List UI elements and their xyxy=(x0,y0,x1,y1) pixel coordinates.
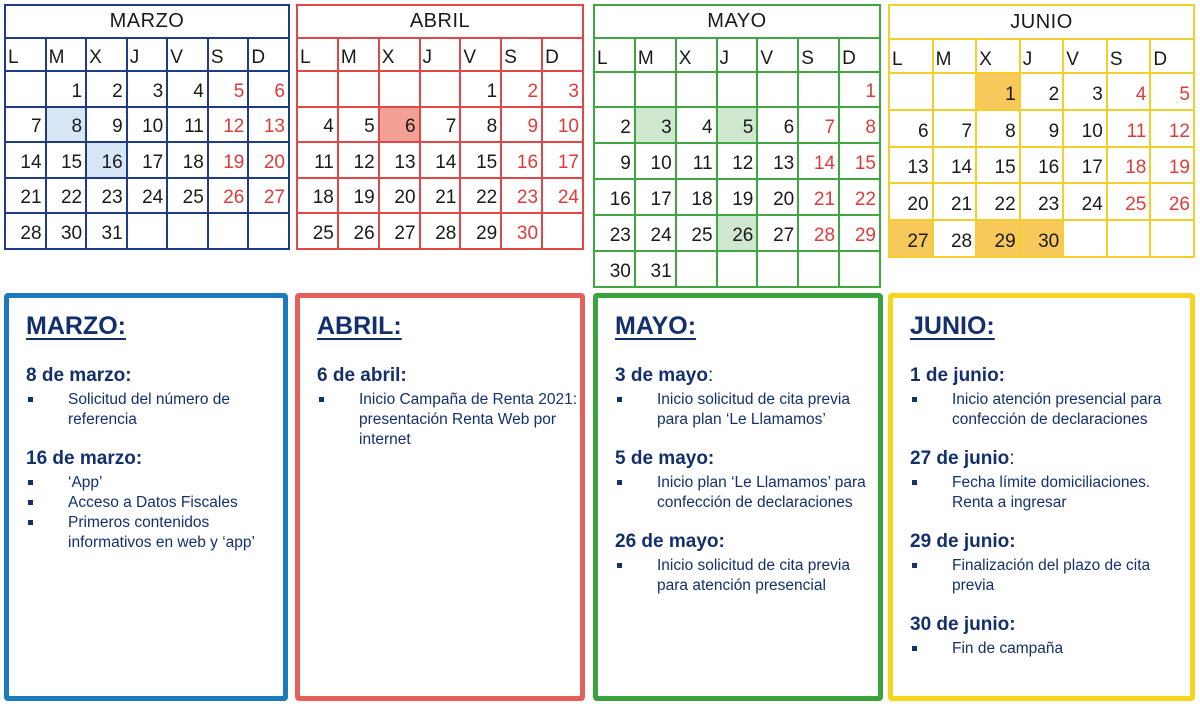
calendar-week xyxy=(5,178,289,214)
calendar-day: 18 xyxy=(676,179,717,215)
calendar-empty-cell xyxy=(757,251,798,287)
calendar-day: 12 xyxy=(717,143,758,179)
calendar-day: 25 xyxy=(297,213,338,249)
weekday-header: M xyxy=(635,38,676,71)
calendar-day: 13 xyxy=(379,142,420,178)
calendar-day: 9 xyxy=(1020,110,1064,147)
event-item: Acceso a Datos Fiscales xyxy=(26,493,283,513)
weekday-header: S xyxy=(501,38,542,71)
calendar-day: 20 xyxy=(889,183,933,220)
calendar-day: 29 xyxy=(839,215,880,251)
weekday-header: V xyxy=(460,38,501,71)
event-date xyxy=(910,614,1190,636)
panel-title: MAYO: xyxy=(615,312,697,340)
event-date-text: 6 de abril: xyxy=(317,365,407,386)
calendar-junio xyxy=(888,4,1195,258)
panel-title: JUNIO: xyxy=(910,312,995,340)
calendar-day: 6 xyxy=(889,110,933,147)
calendar-empty-cell xyxy=(717,72,758,108)
calendar-day: 27 xyxy=(248,178,289,214)
event-date-suffix: : xyxy=(707,365,714,386)
event-date xyxy=(615,448,878,470)
weekday-header: J xyxy=(1020,39,1064,73)
calendar-day: 28 xyxy=(5,213,46,249)
event-list xyxy=(910,556,1190,596)
calendar-empty-cell xyxy=(542,213,583,249)
event-date xyxy=(317,365,580,387)
calendar-day: 28 xyxy=(798,215,839,251)
calendar-week xyxy=(297,107,583,143)
calendar-day: 19 xyxy=(338,178,379,214)
calendar-day: 31 xyxy=(86,213,127,249)
calendar-day: 20 xyxy=(757,179,798,215)
calendar-day: 10 xyxy=(635,143,676,179)
calendar-day: 3 xyxy=(127,71,168,107)
event-list xyxy=(615,473,878,513)
calendar-day: 26 xyxy=(208,178,249,214)
calendar-day: 24 xyxy=(1063,183,1107,220)
calendar-empty-cell xyxy=(5,71,46,107)
weekday-header: D xyxy=(1150,39,1194,73)
calendar-week xyxy=(594,72,880,108)
event-block xyxy=(615,448,878,513)
event-date-text: 1 de junio: xyxy=(910,365,1005,386)
calendar-week xyxy=(594,143,880,179)
calendar-day: 24 xyxy=(127,178,168,214)
panel-marzo xyxy=(4,293,288,701)
event-date xyxy=(910,365,1190,387)
event-item: Inicio solicitud de cita previa para plan ‘Le Llamamos’ xyxy=(615,390,878,430)
calendar-day: 10 xyxy=(1063,110,1107,147)
event-date-text: 26 de mayo: xyxy=(615,531,725,552)
event-block xyxy=(910,614,1190,659)
event-list xyxy=(910,639,1190,659)
event-list xyxy=(910,473,1190,513)
calendar-day: 31 xyxy=(635,251,676,287)
calendar-day: 24 xyxy=(635,215,676,251)
calendar-day: 30 xyxy=(594,251,635,287)
calendar-mayo xyxy=(593,4,881,288)
weekday-header: X xyxy=(86,38,127,71)
calendar-day: 4 xyxy=(676,107,717,143)
weekday-header: V xyxy=(757,38,798,71)
calendar-day: 15 xyxy=(976,147,1020,184)
calendar-day: 27 xyxy=(757,215,798,251)
calendar-day: 9 xyxy=(86,107,127,143)
calendar-day: 30 xyxy=(1020,220,1064,257)
calendar-day: 10 xyxy=(542,107,583,143)
calendar-empty-cell xyxy=(379,71,420,107)
calendar-day: 8 xyxy=(46,107,87,143)
event-item: Solicitud del número de referencia xyxy=(26,390,283,430)
calendar-week xyxy=(297,213,583,249)
event-date xyxy=(615,531,878,553)
calendar-empty-cell xyxy=(208,213,249,249)
weekday-header: L xyxy=(889,39,933,73)
event-block xyxy=(26,365,283,430)
calendar-day: 4 xyxy=(167,71,208,107)
event-list xyxy=(615,390,878,430)
calendar-grid xyxy=(296,4,584,250)
calendar-day: 14 xyxy=(798,143,839,179)
event-item: Finalización del plazo de cita previa xyxy=(910,556,1190,596)
calendar-day: 25 xyxy=(676,215,717,251)
weekday-header: S xyxy=(208,38,249,71)
calendar-week xyxy=(594,251,880,287)
calendar-day: 25 xyxy=(1107,183,1151,220)
calendar-empty-cell xyxy=(889,73,933,110)
calendar-day: 15 xyxy=(46,142,87,178)
calendar-day: 29 xyxy=(976,220,1020,257)
weekday-header: S xyxy=(1107,39,1151,73)
calendar-empty-cell xyxy=(676,251,717,287)
calendar-day: 26 xyxy=(717,215,758,251)
event-item: Fecha límite domiciliaciones. Renta a ingresar xyxy=(910,473,1190,513)
calendar-empty-cell xyxy=(635,72,676,108)
calendar-week xyxy=(5,142,289,178)
calendar-week xyxy=(889,220,1194,257)
calendar-week xyxy=(5,71,289,107)
calendar-day: 18 xyxy=(1107,147,1151,184)
calendar-empty-cell xyxy=(1150,220,1194,257)
calendar-day: 1 xyxy=(839,72,880,108)
calendar-marzo xyxy=(4,4,290,250)
event-item: Fin de campaña xyxy=(910,639,1190,659)
calendar-day: 6 xyxy=(757,107,798,143)
event-block xyxy=(615,531,878,596)
calendar-day: 4 xyxy=(1107,73,1151,110)
event-list xyxy=(26,473,283,553)
calendar-empty-cell xyxy=(248,213,289,249)
calendar-day: 17 xyxy=(1063,147,1107,184)
event-block xyxy=(910,531,1190,596)
calendar-day: 14 xyxy=(420,142,461,178)
calendar-day: 8 xyxy=(839,107,880,143)
panel-abril xyxy=(295,293,585,701)
calendar-day: 21 xyxy=(5,178,46,214)
calendar-week xyxy=(297,142,583,178)
calendar-day: 11 xyxy=(297,142,338,178)
panel-junio xyxy=(888,293,1195,701)
calendar-empty-cell xyxy=(839,251,880,287)
weekday-header: D xyxy=(248,38,289,71)
calendar-day: 3 xyxy=(542,71,583,107)
event-block xyxy=(317,365,580,450)
calendar-day: 23 xyxy=(86,178,127,214)
calendar-day: 28 xyxy=(420,213,461,249)
calendar-day: 10 xyxy=(127,107,168,143)
calendar-day: 17 xyxy=(542,142,583,178)
calendar-day: 22 xyxy=(460,178,501,214)
calendar-day: 5 xyxy=(1150,73,1194,110)
event-date-text: 3 de mayo xyxy=(615,365,708,386)
event-date-suffix: : xyxy=(1009,448,1015,469)
calendar-day: 7 xyxy=(798,107,839,143)
calendar-day: 21 xyxy=(420,178,461,214)
calendar-day: 19 xyxy=(717,179,758,215)
calendar-day: 5 xyxy=(208,71,249,107)
event-item: Inicio solicitud de cita previa para atención presencial xyxy=(615,556,878,596)
calendar-day: 23 xyxy=(501,178,542,214)
calendar-empty-cell xyxy=(167,213,208,249)
calendar-day: 21 xyxy=(933,183,977,220)
calendar-day: 27 xyxy=(889,220,933,257)
event-item: Primeros contenidos informativos en web y ‘app’ xyxy=(26,513,283,553)
event-date xyxy=(615,365,878,387)
calendar-day: 23 xyxy=(1020,183,1064,220)
panel-title: ABRIL: xyxy=(317,312,402,340)
calendar-day: 25 xyxy=(167,178,208,214)
weekday-header: M xyxy=(933,39,977,73)
calendar-day: 22 xyxy=(976,183,1020,220)
calendar-day: 12 xyxy=(338,142,379,178)
event-date-text: 30 de junio: xyxy=(910,614,1016,635)
calendar-day: 11 xyxy=(167,107,208,143)
calendar-day: 11 xyxy=(1107,110,1151,147)
weekday-header: L xyxy=(297,38,338,71)
calendar-day: 28 xyxy=(933,220,977,257)
calendar-day: 7 xyxy=(5,107,46,143)
event-item: ‘App’ xyxy=(26,473,283,493)
calendar-day: 8 xyxy=(460,107,501,143)
calendar-empty-cell xyxy=(933,73,977,110)
calendar-grid xyxy=(593,4,881,288)
calendar-day: 16 xyxy=(1020,147,1064,184)
calendar-day: 30 xyxy=(46,213,87,249)
event-date xyxy=(910,448,1190,470)
event-date xyxy=(910,531,1190,553)
weekday-header: V xyxy=(1063,39,1107,73)
weekday-header: D xyxy=(839,38,880,71)
calendar-day: 9 xyxy=(594,143,635,179)
calendar-empty-cell xyxy=(717,251,758,287)
weekday-header: M xyxy=(338,38,379,71)
calendar-day: 19 xyxy=(1150,147,1194,184)
calendar-day: 13 xyxy=(248,107,289,143)
calendar-day: 5 xyxy=(338,107,379,143)
weekday-header: X xyxy=(379,38,420,71)
calendar-day: 2 xyxy=(594,107,635,143)
event-item: Inicio plan ‘Le Llamamos’ para confección de declaraciones xyxy=(615,473,878,513)
calendar-day: 16 xyxy=(594,179,635,215)
calendar-day: 26 xyxy=(338,213,379,249)
calendar-empty-cell xyxy=(676,72,717,108)
weekday-header: J xyxy=(717,38,758,71)
event-date xyxy=(26,448,283,470)
calendar-month-title: MARZO xyxy=(5,5,289,38)
calendar-day: 6 xyxy=(379,107,420,143)
event-block xyxy=(26,448,283,553)
event-date-text: 29 de junio: xyxy=(910,531,1016,552)
calendar-day: 12 xyxy=(208,107,249,143)
calendar-day: 20 xyxy=(248,142,289,178)
weekday-header: X xyxy=(676,38,717,71)
calendar-empty-cell xyxy=(297,71,338,107)
event-block xyxy=(615,365,878,430)
calendar-day: 22 xyxy=(46,178,87,214)
calendar-empty-cell xyxy=(1063,220,1107,257)
calendar-grid xyxy=(888,4,1195,258)
event-item: Inicio Campaña de Renta 2021: presentación Renta Web por internet xyxy=(317,390,580,450)
event-list xyxy=(26,390,283,430)
weekday-header: L xyxy=(5,38,46,71)
calendar-day: 24 xyxy=(542,178,583,214)
calendar-day: 2 xyxy=(501,71,542,107)
weekday-header: J xyxy=(127,38,168,71)
calendar-day: 13 xyxy=(889,147,933,184)
calendar-day: 18 xyxy=(297,178,338,214)
calendar-week xyxy=(5,213,289,249)
calendar-empty-cell xyxy=(798,251,839,287)
calendar-day: 1 xyxy=(976,73,1020,110)
calendar-day: 15 xyxy=(839,143,880,179)
weekday-header: V xyxy=(167,38,208,71)
calendar-day: 6 xyxy=(248,71,289,107)
calendar-week xyxy=(889,147,1194,184)
calendar-empty-cell xyxy=(127,213,168,249)
weekday-header: L xyxy=(594,38,635,71)
calendar-week xyxy=(889,73,1194,110)
weekday-header: D xyxy=(542,38,583,71)
calendar-day: 8 xyxy=(976,110,1020,147)
calendar-day: 17 xyxy=(127,142,168,178)
calendar-month-title: JUNIO xyxy=(889,5,1194,39)
calendar-day: 7 xyxy=(420,107,461,143)
calendar-day: 1 xyxy=(46,71,87,107)
calendar-week xyxy=(297,178,583,214)
calendar-day: 23 xyxy=(594,215,635,251)
event-date-text: 27 de junio xyxy=(910,448,1010,469)
calendar-week xyxy=(594,215,880,251)
calendar-day: 11 xyxy=(676,143,717,179)
calendar-week xyxy=(889,183,1194,220)
event-list xyxy=(317,390,580,450)
calendar-day: 30 xyxy=(501,213,542,249)
event-list xyxy=(910,390,1190,430)
event-date-text: 8 de marzo: xyxy=(26,365,132,386)
calendar-day: 13 xyxy=(757,143,798,179)
calendar-day: 9 xyxy=(501,107,542,143)
calendar-day: 5 xyxy=(717,107,758,143)
calendar-day: 14 xyxy=(5,142,46,178)
calendar-day: 22 xyxy=(839,179,880,215)
calendar-day: 15 xyxy=(460,142,501,178)
calendar-month-title: MAYO xyxy=(594,5,880,38)
panel-title: MARZO: xyxy=(26,312,126,340)
calendar-day: 29 xyxy=(460,213,501,249)
calendar-day: 17 xyxy=(635,179,676,215)
weekday-header: X xyxy=(976,39,1020,73)
calendar-grid xyxy=(4,4,290,250)
calendar-empty-cell xyxy=(757,72,798,108)
weekday-header: J xyxy=(420,38,461,71)
calendar-week xyxy=(297,71,583,107)
calendar-day: 20 xyxy=(379,178,420,214)
calendar-day: 12 xyxy=(1150,110,1194,147)
calendar-day: 14 xyxy=(933,147,977,184)
event-date xyxy=(26,365,283,387)
calendar-day: 21 xyxy=(798,179,839,215)
calendar-empty-cell xyxy=(594,72,635,108)
calendar-day: 7 xyxy=(933,110,977,147)
calendar-empty-cell xyxy=(798,72,839,108)
panel-mayo xyxy=(593,293,883,701)
event-block xyxy=(910,365,1190,430)
weekday-header: M xyxy=(46,38,87,71)
event-list xyxy=(615,556,878,596)
calendar-day: 18 xyxy=(167,142,208,178)
calendar-empty-cell xyxy=(338,71,379,107)
calendar-day: 16 xyxy=(501,142,542,178)
calendar-week xyxy=(594,179,880,215)
calendar-empty-cell xyxy=(1107,220,1151,257)
calendar-month-title: ABRIL xyxy=(297,5,583,38)
calendar-abril xyxy=(296,4,584,250)
weekday-header: S xyxy=(798,38,839,71)
calendar-day: 27 xyxy=(379,213,420,249)
calendar-day: 19 xyxy=(208,142,249,178)
calendar-week xyxy=(5,107,289,143)
event-block xyxy=(910,448,1190,513)
calendar-day: 16 xyxy=(86,142,127,178)
calendar-day: 1 xyxy=(460,71,501,107)
event-date-text: 5 de mayo: xyxy=(615,448,715,469)
calendar-day: 2 xyxy=(86,71,127,107)
calendar-day: 3 xyxy=(635,107,676,143)
calendar-week xyxy=(594,107,880,143)
calendar-empty-cell xyxy=(420,71,461,107)
calendar-day: 4 xyxy=(297,107,338,143)
event-date-text: 16 de marzo: xyxy=(26,448,143,469)
calendar-day: 2 xyxy=(1020,73,1064,110)
calendar-day: 3 xyxy=(1063,73,1107,110)
calendar-week xyxy=(889,110,1194,147)
calendar-day: 26 xyxy=(1150,183,1194,220)
event-item: Inicio atención presencial para confección de declaraciones xyxy=(910,390,1190,430)
